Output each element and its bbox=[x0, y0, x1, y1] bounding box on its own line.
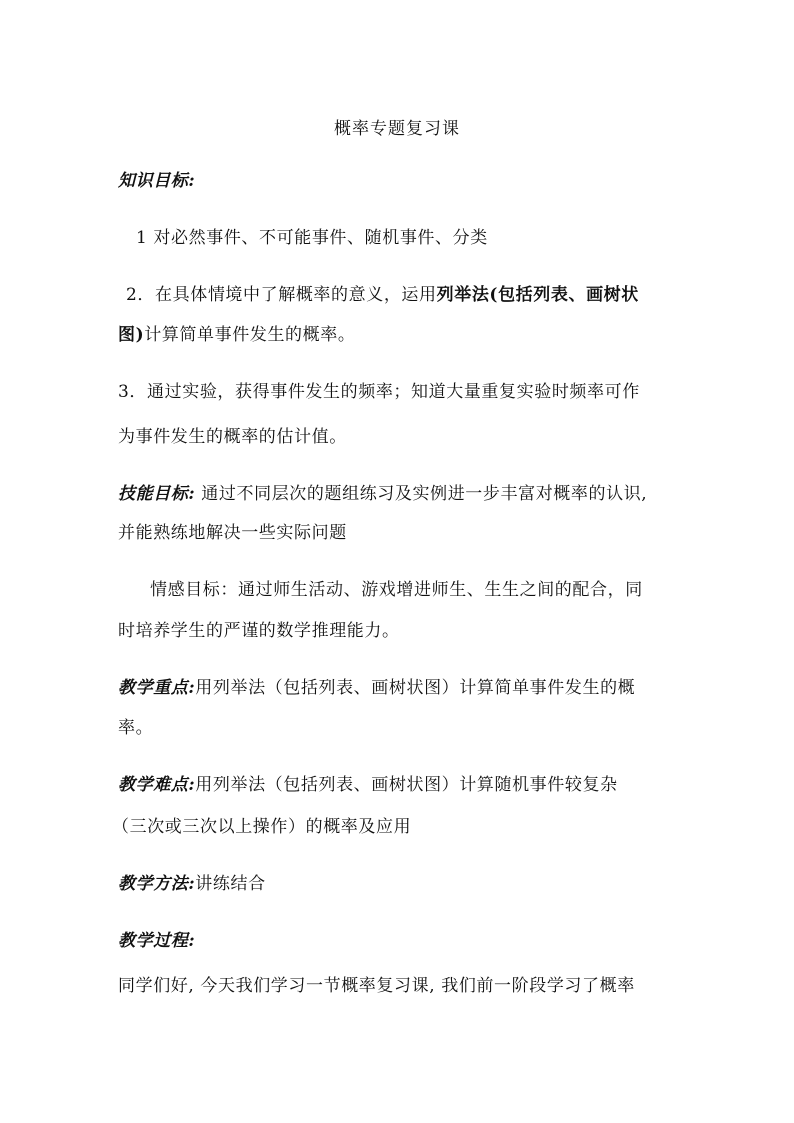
knowledge-goals-label: 知识目标: bbox=[118, 171, 196, 191]
skill-goals-line-2: 并能熟练地解决一些实际问题 bbox=[118, 523, 347, 543]
knowledge-goal-item-3-line-1: 3．通过实验，获得事件发生的频率；知道大量重复实验时频率可作 bbox=[118, 382, 640, 402]
knowledge-goal-item-2-bold-cont: 图) bbox=[118, 325, 145, 345]
skill-goals-text: 通过不同层次的题组练习及实例进一步丰富对概率的认识, bbox=[201, 484, 648, 504]
methods-line bbox=[118, 873, 266, 895]
key-points-line-2: 率。 bbox=[118, 718, 154, 738]
knowledge-goal-item-2-line-2 bbox=[118, 324, 355, 346]
knowledge-goal-item-2-line-1 bbox=[126, 284, 639, 306]
emotion-goals-line-1: 情感目标：通过师生活动、游戏增进师生、生生之间的配合，同 bbox=[150, 580, 643, 600]
page-title: 概率专题复习课 bbox=[334, 119, 460, 139]
key-points-line-1 bbox=[118, 677, 635, 699]
difficulties-line-2: （三次或三次以上操作）的概率及应用 bbox=[112, 817, 412, 837]
knowledge-goal-item-2-end: 计算简单事件发生的概率。 bbox=[144, 325, 356, 345]
skill-goals-label: 技能目标: bbox=[118, 484, 196, 504]
key-points-text: 用列举法（包括列表、画树状图）计算简单事件发生的概 bbox=[195, 678, 636, 698]
process-label: 教学过程: bbox=[118, 931, 196, 951]
methods-text: 讲练结合 bbox=[195, 874, 266, 894]
difficulties-line-1 bbox=[118, 774, 618, 796]
process-line-1: 同学们好, 今天我们学习一节概率复习课, 我们前一阶段学习了概率 bbox=[118, 976, 635, 996]
process-heading bbox=[118, 930, 195, 952]
difficulties-label: 教学难点: bbox=[118, 775, 196, 795]
knowledge-goal-item-3-line-2: 为事件发生的概率的估计值。 bbox=[118, 427, 347, 447]
difficulties-text: 用列举法（包括列表、画树状图）计算随机事件较复杂 bbox=[195, 775, 618, 795]
knowledge-goal-item-2-text: 2．在具体情境中了解概率的意义，运用 bbox=[126, 285, 437, 305]
emotion-goals-line-2: 时培养学生的严谨的数学推理能力。 bbox=[118, 621, 400, 641]
methods-label: 教学方法: bbox=[118, 874, 196, 894]
key-points-label: 教学重点: bbox=[118, 678, 196, 698]
knowledge-goals-heading bbox=[118, 170, 195, 192]
skill-goals-line-1 bbox=[118, 483, 647, 505]
knowledge-goal-item-1: 1 对必然事件、不可能事件、随机事件、分类 bbox=[136, 228, 488, 248]
knowledge-goal-item-2-bold: 列举法(包括列表、画树状 bbox=[436, 285, 639, 305]
